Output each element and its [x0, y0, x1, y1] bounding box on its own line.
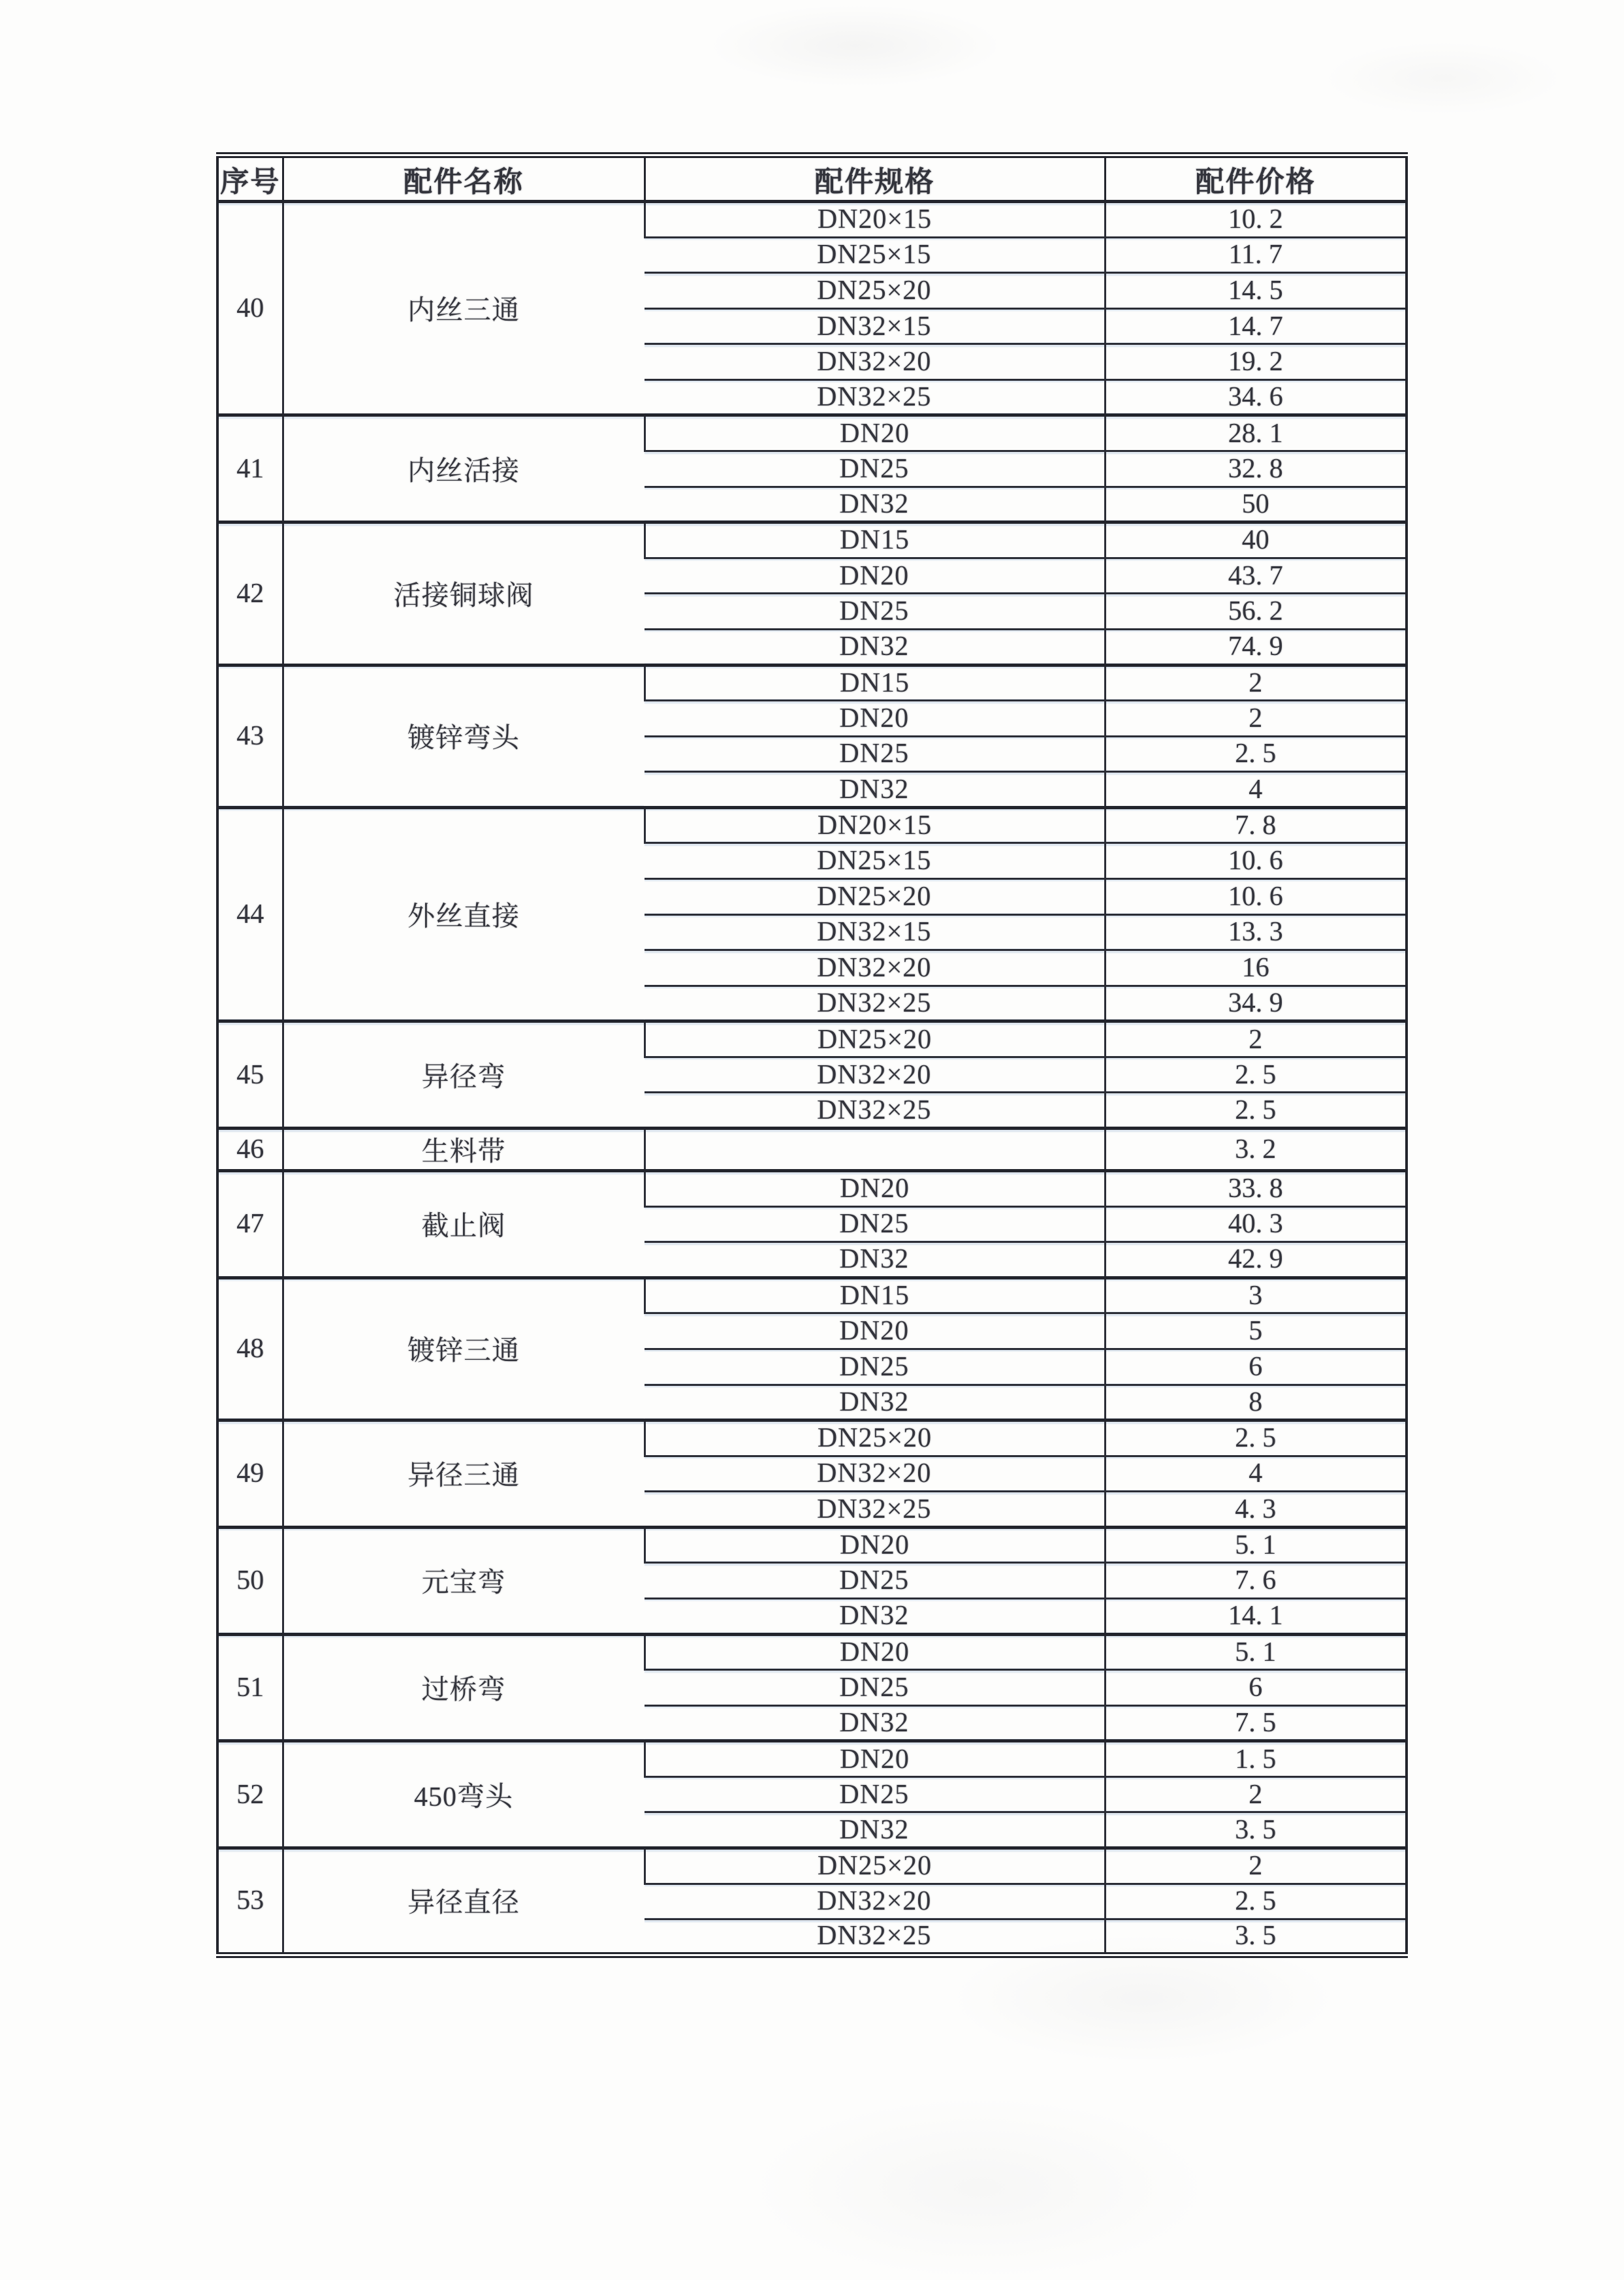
- col-header-spec: 配件规格: [645, 155, 1105, 202]
- price-cell: 3. 5: [1105, 1812, 1407, 1848]
- price-cell: 2: [1105, 701, 1407, 737]
- spec-cell: DN20×15: [645, 202, 1105, 238]
- part-name-cell: 内丝三通: [283, 202, 645, 415]
- price-cell: 43. 7: [1105, 558, 1407, 594]
- spec-cell: DN15: [645, 665, 1105, 701]
- spec-cell: DN20: [645, 1634, 1105, 1670]
- price-cell: 14. 1: [1105, 1598, 1407, 1634]
- price-cell: 2. 5: [1105, 736, 1407, 772]
- spec-cell: DN32: [645, 1385, 1105, 1421]
- spec-cell: DN25: [645, 1563, 1105, 1599]
- part-name-cell: 异径三通: [283, 1421, 645, 1528]
- spec-cell: DN32×25: [645, 1919, 1105, 1955]
- price-cell: 50: [1105, 487, 1407, 522]
- serial-cell: 52: [217, 1741, 283, 1848]
- serial-cell: 47: [217, 1171, 283, 1278]
- serial-cell: 46: [217, 1129, 283, 1171]
- price-cell: 1. 5: [1105, 1741, 1407, 1777]
- spec-cell: DN32×15: [645, 914, 1105, 950]
- spec-cell: DN32: [645, 1705, 1105, 1741]
- spec-cell: DN32×25: [645, 1492, 1105, 1528]
- table-row: [217, 1848, 1407, 1884]
- spec-cell: DN32×20: [645, 950, 1105, 986]
- spec-cell: DN25×20: [645, 878, 1105, 914]
- spec-cell: DN32×25: [645, 1093, 1105, 1129]
- spec-cell: DN25: [645, 736, 1105, 772]
- table-row: [217, 1171, 1407, 1207]
- part-name-cell: 内丝活接: [283, 415, 645, 522]
- parts-price-table: [216, 152, 1408, 1958]
- part-name-cell: 活接铜球阀: [283, 522, 645, 665]
- price-cell: 34. 9: [1105, 986, 1407, 1021]
- spec-cell: DN20×15: [645, 807, 1105, 843]
- spec-cell: DN25×20: [645, 1421, 1105, 1456]
- price-cell: 4: [1105, 1456, 1407, 1492]
- spec-cell: DN32: [645, 1598, 1105, 1634]
- part-name-cell: 镀锌弯头: [283, 665, 645, 807]
- spec-cell: DN25: [645, 1670, 1105, 1706]
- spec-cell: DN20: [645, 1741, 1105, 1777]
- table-row: [217, 665, 1407, 701]
- spec-cell: DN25: [645, 1776, 1105, 1812]
- table-row: [217, 1129, 1407, 1171]
- price-cell: 32. 8: [1105, 451, 1407, 487]
- part-name-cell: 截止阀: [283, 1171, 645, 1278]
- table-row: [217, 1741, 1407, 1777]
- price-cell: 3. 5: [1105, 1919, 1407, 1955]
- price-cell: 7. 8: [1105, 807, 1407, 843]
- spec-cell: [645, 1129, 1105, 1171]
- table-row: [217, 807, 1407, 843]
- spec-cell: DN25×20: [645, 273, 1105, 309]
- spec-cell: DN32×25: [645, 986, 1105, 1021]
- price-cell: 74. 9: [1105, 629, 1407, 665]
- price-cell: 14. 5: [1105, 273, 1407, 309]
- price-cell: 16: [1105, 950, 1407, 986]
- spec-cell: DN15: [645, 522, 1105, 558]
- spec-cell: DN25: [645, 1349, 1105, 1385]
- serial-cell: 43: [217, 665, 283, 807]
- part-name-cell: 异径直径: [283, 1848, 645, 1955]
- table-row: [217, 202, 1407, 238]
- spec-cell: DN32×20: [645, 1456, 1105, 1492]
- part-name-cell: 450弯头: [283, 1741, 645, 1848]
- price-cell: 2. 5: [1105, 1057, 1407, 1093]
- spec-cell: DN25: [645, 594, 1105, 630]
- price-cell: 2: [1105, 1021, 1407, 1057]
- price-cell: 33. 8: [1105, 1171, 1407, 1207]
- price-cell: 28. 1: [1105, 415, 1407, 451]
- price-cell: 2. 5: [1105, 1093, 1407, 1129]
- table-row: [217, 522, 1407, 558]
- serial-cell: 44: [217, 807, 283, 1021]
- spec-cell: DN32×20: [645, 344, 1105, 380]
- spec-cell: DN32×20: [645, 1057, 1105, 1093]
- price-cell: 10. 6: [1105, 878, 1407, 914]
- spec-cell: DN20: [645, 415, 1105, 451]
- part-name-cell: 元宝弯: [283, 1527, 645, 1634]
- serial-cell: 49: [217, 1421, 283, 1528]
- price-cell: 34. 6: [1105, 379, 1407, 415]
- part-name-cell: 镀锌三通: [283, 1277, 645, 1420]
- spec-cell: DN32: [645, 772, 1105, 808]
- spec-cell: DN20: [645, 1171, 1105, 1207]
- price-cell: 5. 1: [1105, 1527, 1407, 1563]
- spec-cell: DN20: [645, 701, 1105, 737]
- price-cell: 2: [1105, 1776, 1407, 1812]
- table-row: [217, 415, 1407, 451]
- spec-cell: DN20: [645, 558, 1105, 594]
- price-cell: 10. 6: [1105, 843, 1407, 879]
- price-cell: 3. 2: [1105, 1129, 1407, 1171]
- price-cell: 7. 5: [1105, 1705, 1407, 1741]
- price-cell: 5: [1105, 1313, 1407, 1349]
- spec-cell: DN20: [645, 1313, 1105, 1349]
- spec-cell: DN20: [645, 1527, 1105, 1563]
- serial-cell: 40: [217, 202, 283, 415]
- price-cell: 7. 6: [1105, 1563, 1407, 1599]
- serial-cell: 53: [217, 1848, 283, 1955]
- spec-cell: DN32×20: [645, 1884, 1105, 1919]
- price-cell: 2: [1105, 665, 1407, 701]
- price-cell: 4: [1105, 772, 1407, 808]
- part-name-cell: 异径弯: [283, 1021, 645, 1129]
- price-cell: 2: [1105, 1848, 1407, 1884]
- col-header-part-name: 配件名称: [283, 155, 645, 202]
- price-cell: 2. 5: [1105, 1884, 1407, 1919]
- price-cell: 40: [1105, 522, 1407, 558]
- price-cell: 19. 2: [1105, 344, 1407, 380]
- spec-cell: DN25×20: [645, 1021, 1105, 1057]
- serial-cell: 50: [217, 1527, 283, 1634]
- serial-cell: 48: [217, 1277, 283, 1420]
- price-cell: 11. 7: [1105, 237, 1407, 273]
- price-cell: 40. 3: [1105, 1206, 1407, 1242]
- spec-cell: DN25: [645, 451, 1105, 487]
- price-cell: 56. 2: [1105, 594, 1407, 630]
- table-row: [217, 1634, 1407, 1670]
- col-header-serial: 序号: [217, 155, 283, 202]
- table-row: [217, 1421, 1407, 1456]
- table-row: [217, 1277, 1407, 1313]
- price-cell: 6: [1105, 1670, 1407, 1706]
- spec-cell: DN25×20: [645, 1848, 1105, 1884]
- price-cell: 8: [1105, 1385, 1407, 1421]
- serial-cell: 41: [217, 415, 283, 522]
- serial-cell: 42: [217, 522, 283, 665]
- spec-cell: DN15: [645, 1277, 1105, 1313]
- price-cell: 13. 3: [1105, 914, 1407, 950]
- serial-cell: 51: [217, 1634, 283, 1741]
- price-cell: 2. 5: [1105, 1421, 1407, 1456]
- part-name-cell: 外丝直接: [283, 807, 645, 1021]
- price-cell: 6: [1105, 1349, 1407, 1385]
- price-cell: 4. 3: [1105, 1492, 1407, 1528]
- spec-cell: DN32×15: [645, 308, 1105, 344]
- spec-cell: DN32: [645, 1812, 1105, 1848]
- table-row: [217, 1021, 1407, 1057]
- price-cell: 14. 7: [1105, 308, 1407, 344]
- part-name-cell: 生料带: [283, 1129, 645, 1171]
- header-row: [217, 155, 1407, 202]
- spec-cell: DN32: [645, 1242, 1105, 1278]
- serial-cell: 45: [217, 1021, 283, 1129]
- price-cell: 5. 1: [1105, 1634, 1407, 1670]
- spec-cell: DN25×15: [645, 843, 1105, 879]
- spec-cell: DN25: [645, 1206, 1105, 1242]
- spec-cell: DN32: [645, 487, 1105, 522]
- spec-cell: DN32×25: [645, 379, 1105, 415]
- col-header-price: 配件价格: [1105, 155, 1407, 202]
- price-cell: 42. 9: [1105, 1242, 1407, 1278]
- table-row: [217, 1527, 1407, 1563]
- spec-cell: DN32: [645, 629, 1105, 665]
- price-cell: 10. 2: [1105, 202, 1407, 238]
- spec-cell: DN25×15: [645, 237, 1105, 273]
- price-cell: 3: [1105, 1277, 1407, 1313]
- part-name-cell: 过桥弯: [283, 1634, 645, 1741]
